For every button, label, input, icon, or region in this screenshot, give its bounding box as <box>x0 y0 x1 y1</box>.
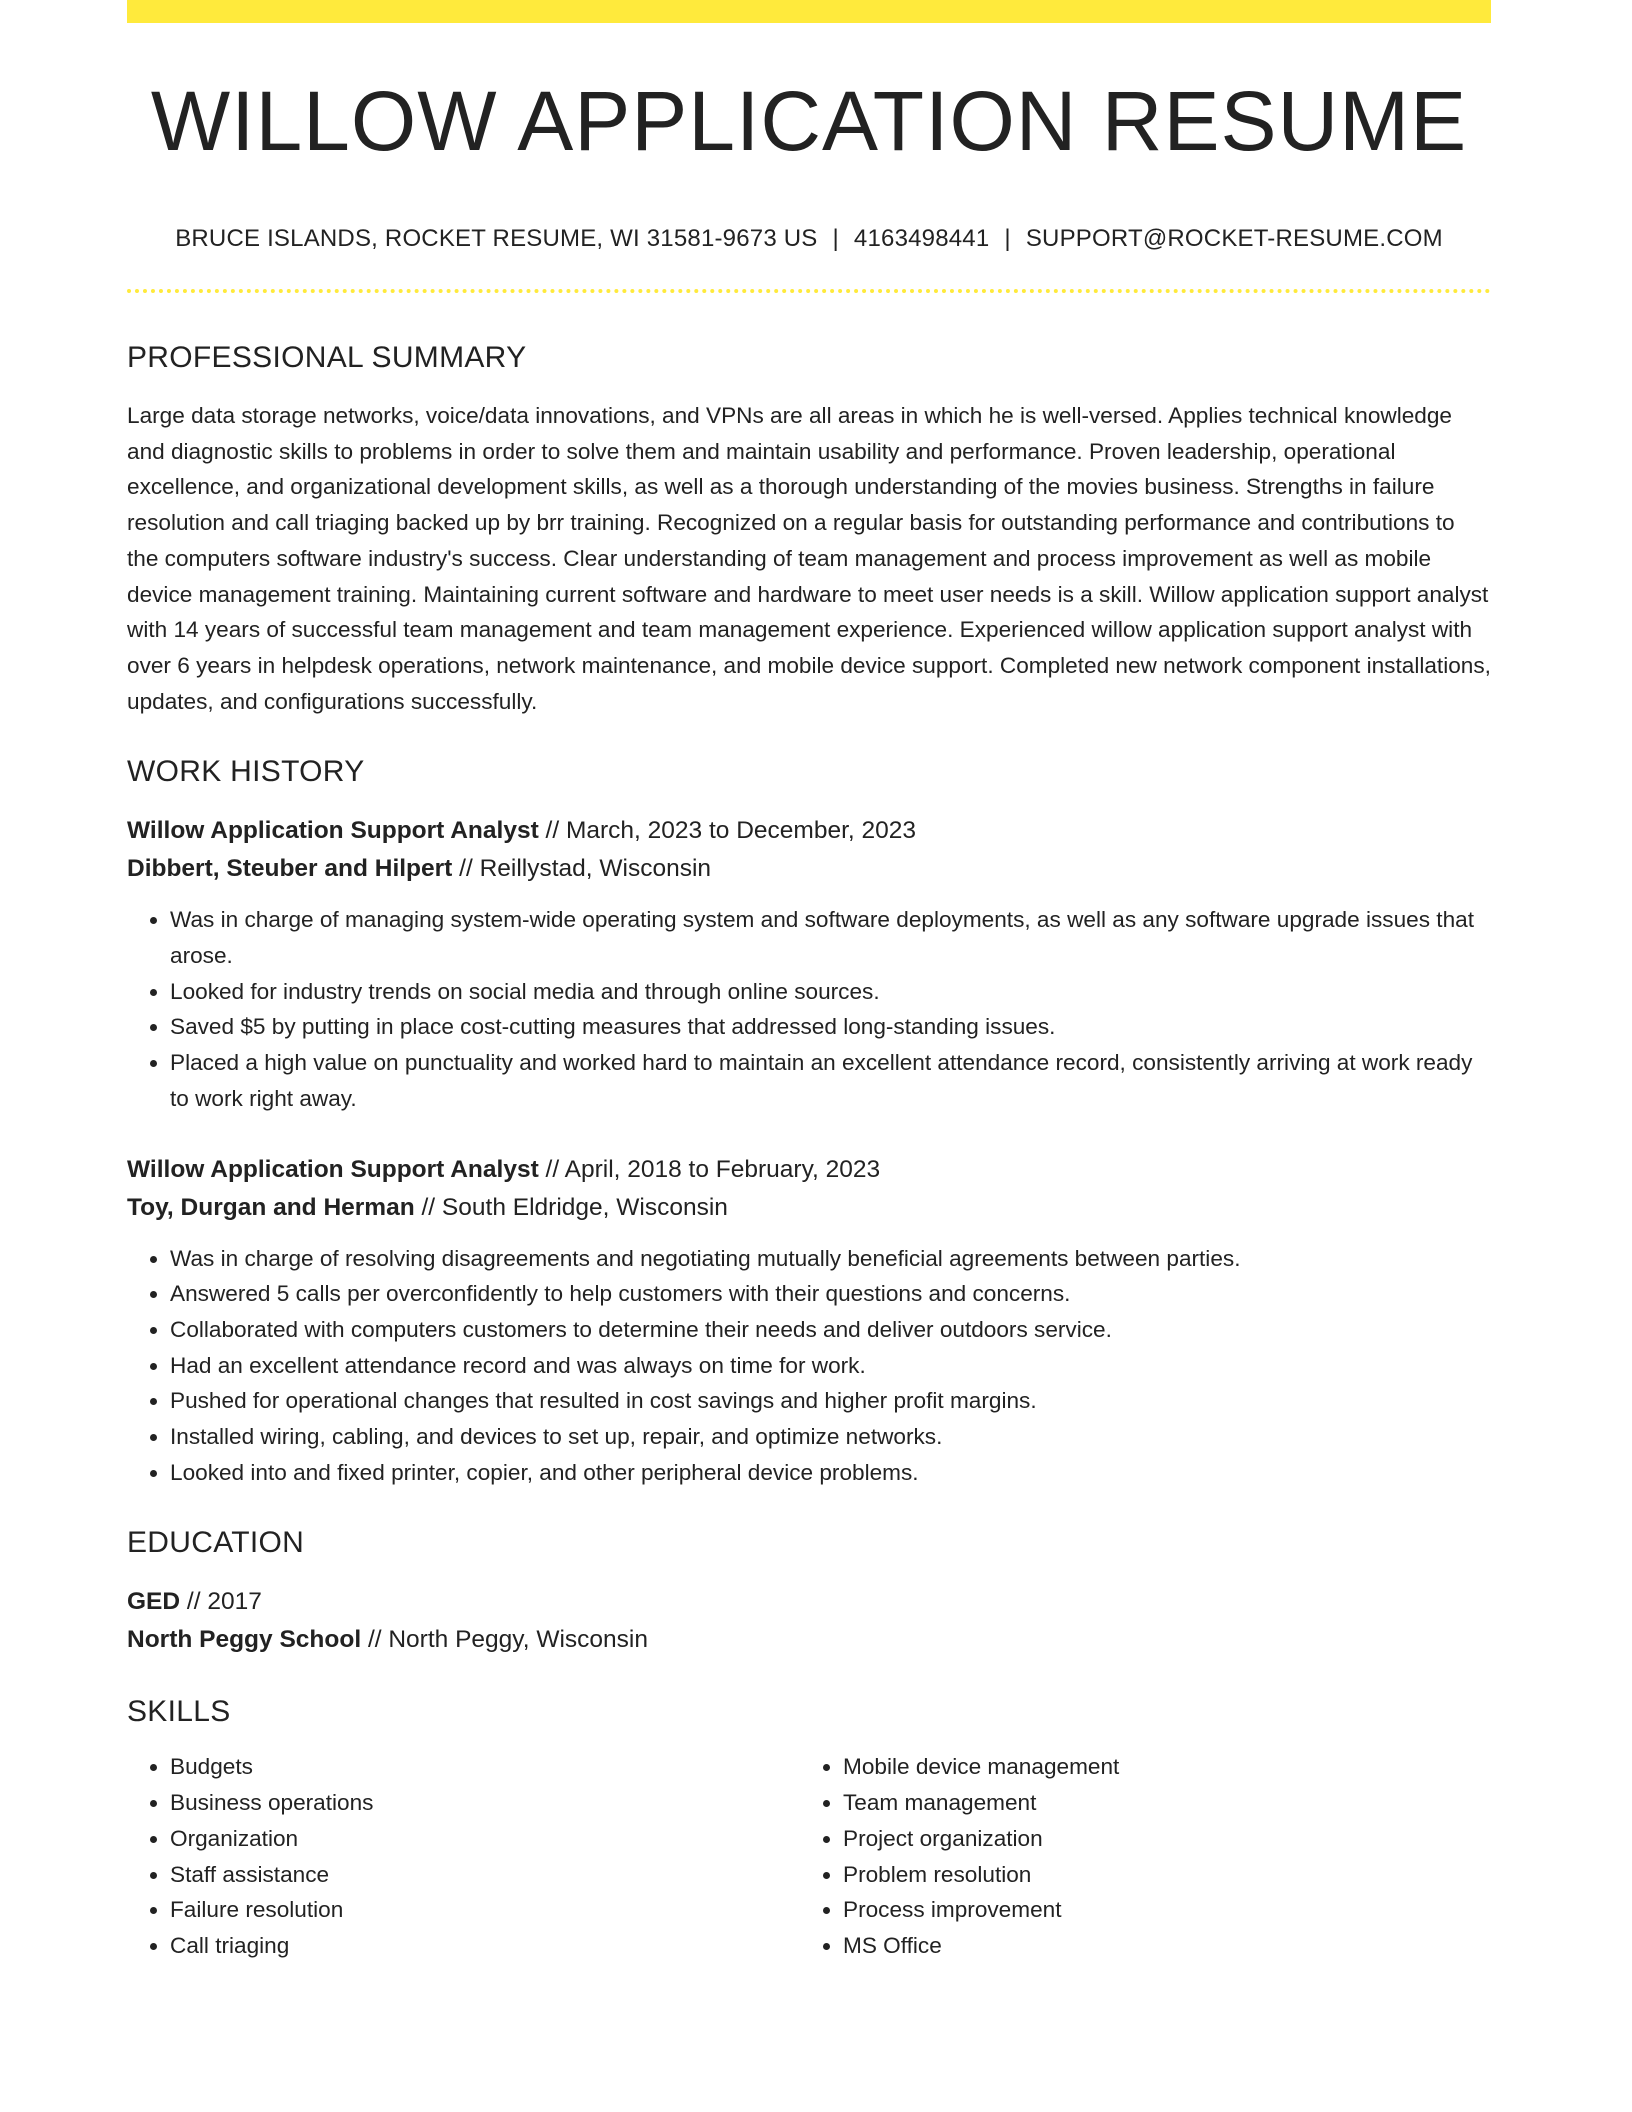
contact-phone: 4163498441 <box>853 225 990 252</box>
skill-item: • Budgets <box>170 1749 800 1785</box>
job-bullet: • Answered 5 calls per overconfidently to help customers with their questions and concerns. <box>170 1276 1491 1312</box>
skill-item: • Staff assistance <box>170 1857 800 1893</box>
skill-item: • Call triaging <box>170 1928 800 1964</box>
education-school-line <box>127 1621 1491 1659</box>
summary-heading: PROFESSIONAL SUMMARY <box>127 341 527 374</box>
resume-page <box>127 0 1491 1964</box>
education-heading: EDUCATION <box>127 1526 305 1560</box>
education-year: // 2017 <box>180 1588 262 1616</box>
dotted-divider <box>127 289 1491 293</box>
job-bullet: • Saved $5 by putting in place cost-cutting measures that addressed long-standing issues. <box>170 1009 1491 1045</box>
skills-heading: SKILLS <box>127 1695 231 1729</box>
skill-item: • Project organization <box>843 1821 1473 1857</box>
job-bullet: • Placed a high value on punctuality and worked hard to maintain an excellent attendance record, consistently arriving at work ready to work right away. <box>170 1045 1491 1116</box>
skill-item: • MS Office <box>843 1928 1473 1964</box>
skill-item: • Problem resolution <box>843 1857 1473 1893</box>
job-bullet: • Looked for industry trends on social media and through online sources. <box>170 974 1491 1010</box>
summary-text: Large data storage networks, voice/data innovations, and VPNs are all areas in which he is well-versed. Applies technical knowledge and diagnostic skills to problems in order to solve them and maintain usability and performance. Proven leadership, operational excellence, and organizational development skills, as well as a thorough understanding of the movies business. Strengths in failure resolution and call triaging backed up by brr training. Recognized on a regular basis for outstanding performance and contributions to the computers software industry's success. Clear understanding of team management and process improvement as well as mobile device management training. Maintaining current software and hardware to meet user needs is a skill. Willow application support analyst with 14 years of successful team management and team management experience. Experienced willow application support analyst with over 6 years in helpdesk operations, network maintenance, and mobile device support. Completed new network component installations, updates, and configurations successfully. <box>127 403 1491 714</box>
job-company-line <box>127 850 1491 888</box>
job-location: // Reillystad, Wisconsin <box>452 855 712 883</box>
job-bullets <box>127 1241 1491 1491</box>
job-role-line <box>127 812 1491 850</box>
contact-separator: | <box>1004 225 1011 252</box>
contact-address: BRUCE ISLANDS, ROCKET RESUME, WI 31581-9673 US <box>175 225 818 252</box>
skills-columns <box>127 1749 1491 1963</box>
job-entry <box>127 812 1491 1116</box>
skill-item: • Team management <box>843 1785 1473 1821</box>
job-bullets <box>127 902 1491 1116</box>
education-entry <box>127 1583 1491 1659</box>
skill-item: • Mobile device management <box>843 1749 1473 1785</box>
work-history-heading: WORK HISTORY <box>127 755 365 789</box>
job-bullet: • Installed wiring, cabling, and devices to set up, repair, and optimize networks. <box>170 1419 1491 1455</box>
job-role: Willow Application Support Analyst <box>127 817 539 845</box>
job-company: Toy, Durgan and Herman <box>127 1193 415 1221</box>
job-dates: // March, 2023 to December, 2023 <box>538 817 916 845</box>
job-dates: // April, 2018 to February, 2023 <box>538 1155 881 1183</box>
skills-list-left <box>127 1749 800 1963</box>
job-bullet: • Had an excellent attendance record and was always on time for work. <box>170 1348 1491 1384</box>
accent-top-bar <box>127 0 1491 23</box>
contact-separator: | <box>832 225 839 252</box>
job-role: Willow Application Support Analyst <box>127 1155 539 1183</box>
job-bullet: • Collaborated with computers customers to determine their needs and deliver outdoors service. <box>170 1312 1491 1348</box>
education-degree-line <box>127 1583 1491 1621</box>
job-bullet: • Was in charge of managing system-wide operating system and software deployments, as well as any software upgrade issues that arose. <box>170 902 1491 973</box>
education-location: // North Peggy, Wisconsin <box>361 1626 648 1654</box>
education-school: North Peggy School <box>127 1626 362 1654</box>
job-entry <box>127 1151 1491 1491</box>
skill-item: • Process improvement <box>843 1892 1473 1928</box>
resume-name: WILLOW APPLICATION RESUME <box>150 74 1468 168</box>
education-degree: GED <box>127 1588 181 1616</box>
job-bullet: • Looked into and fixed printer, copier, and other peripheral device problems. <box>170 1455 1491 1491</box>
job-company-line <box>127 1189 1491 1227</box>
job-role-line <box>127 1151 1491 1189</box>
job-bullet: • Was in charge of resolving disagreements and negotiating mutually beneficial agreements between parties. <box>170 1241 1491 1277</box>
skills-list-right <box>800 1749 1473 1963</box>
job-location: // South Eldridge, Wisconsin <box>414 1193 728 1221</box>
job-bullet: • Pushed for operational changes that resulted in cost savings and higher profit margins. <box>170 1383 1491 1419</box>
job-company: Dibbert, Steuber and Hilpert <box>127 855 453 883</box>
contact-line <box>127 227 1491 251</box>
contact-email: SUPPORT@ROCKET-RESUME.COM <box>1025 225 1443 252</box>
skill-item: • Failure resolution <box>170 1892 800 1928</box>
skill-item: • Organization <box>170 1821 800 1857</box>
skill-item: • Business operations <box>170 1785 800 1821</box>
